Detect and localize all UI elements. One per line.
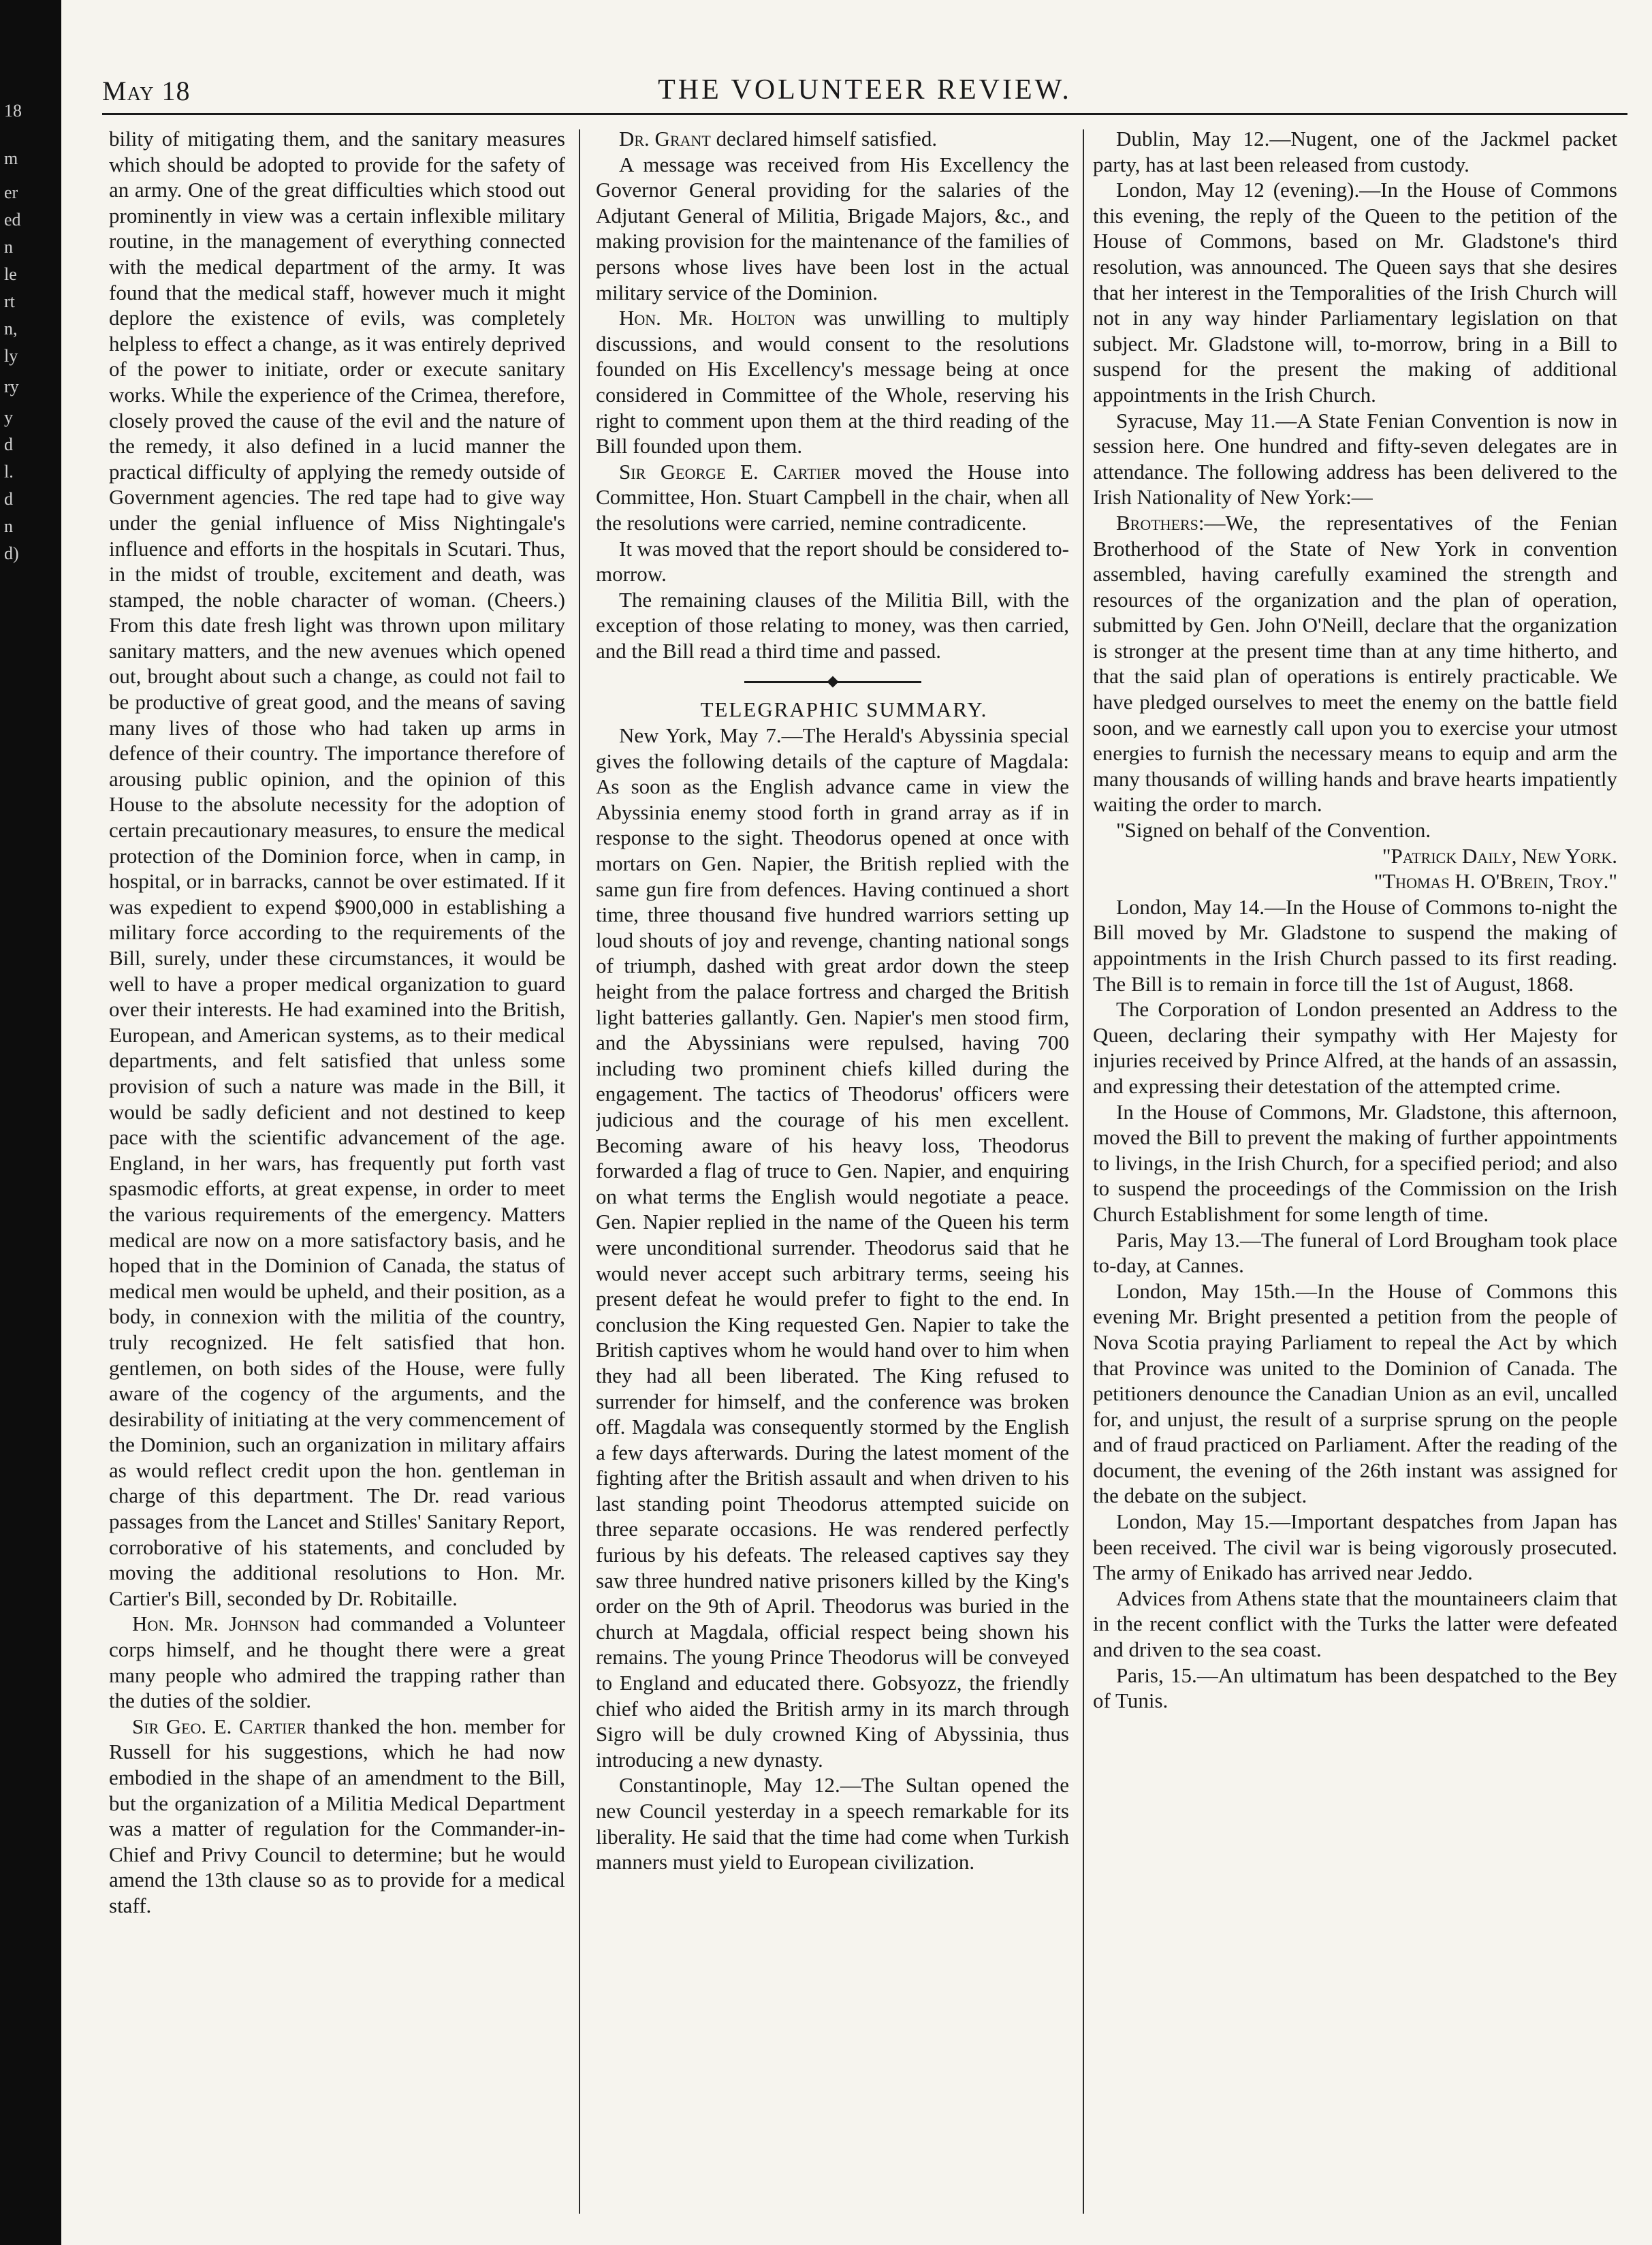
- margin-fragment: n: [4, 237, 13, 257]
- paragraph: Paris, 15.—An ultimatum has been despatched to the Bey of Tunis.: [1093, 1663, 1617, 1713]
- column-rule: [1083, 129, 1084, 2214]
- column-rule: [579, 129, 580, 2214]
- margin-fragment: n: [4, 516, 13, 536]
- paragraph: Paris, May 13.—The funeral of Lord Brougham took place to-day, at Cannes.: [1093, 1227, 1617, 1278]
- article-column-1: [109, 126, 565, 2217]
- paragraph: "Signed on behalf of the Convention.: [1116, 818, 1431, 843]
- header-date: May 18: [102, 76, 191, 106]
- margin-fragment: y: [4, 407, 13, 427]
- paragraph-text: had commanded a Volunteer corps himself, and he thought there were a great many people who admired the trapping rather than the duties of the soldier.: [109, 1612, 565, 1713]
- margin-fragment: ly: [4, 346, 18, 366]
- margin-fragment: d: [4, 489, 13, 509]
- paragraph: [596, 126, 1069, 152]
- margin-fragment: ry: [4, 377, 19, 396]
- speaker-name: Dr. Grant: [619, 127, 711, 151]
- section-separator: [744, 681, 921, 683]
- margin-fragment: n,: [4, 319, 18, 339]
- paragraph: Dublin, May 12.—Nugent, one of the Jackmel packet party, has at last been released from custody.: [1093, 127, 1617, 176]
- paragraph: [1093, 510, 1617, 817]
- paragraph-text: :—We, the representatives of the Fenian Brotherhood of the State of New York in convention assembled, having carefully examined the strength and resources of the organization and the plan of operation, submitted by Gen. John O'Neill, declare that the organization is stronger at the present time than at any time hitherto, and that the said plan of operations is entirely practicable. We have pledged ourselves to meet the enemy on the battle field soon, and we earnestly call upon you to exercise your utmost energies to furnish the necessary means to equip and arm the many thousands of willing hands and brave hearts impatiently waiting the order to march.: [1093, 510, 1617, 817]
- margin-fragment: d): [4, 544, 19, 563]
- article-column-2: [596, 126, 1069, 2217]
- page-header: [102, 65, 1627, 115]
- paragraph: The remaining clauses of the Militia Bill, with the exception of those relating to money, was then carried, and the Bill read a third time and passed.: [596, 587, 1069, 663]
- paragraph: London, May 14.—In the House of Commons to-night the Bill moved by Mr. Gladstone to suspend the making of appointments in the Irish Church passed to its first reading. The Bill is to remain in force till the 1st of August, 1868.: [1093, 894, 1617, 996]
- speaker-name: Sir George E. Cartier: [619, 459, 841, 484]
- article-column-3: [1093, 126, 1617, 2217]
- margin-fragment: m: [4, 148, 18, 168]
- margin-fragment: le: [4, 264, 17, 284]
- paragraph: In the House of Commons, Mr. Gladstone, this afternoon, moved the Bill to prevent the making of further appointments to livings, in the Irish Church, for a specified period; and also to suspend the proceedings of the Commission on the Irish Church Establishment for some length of time.: [1093, 1099, 1617, 1226]
- paragraph: London, May 15th.—In the House of Commons this evening Mr. Bright presented a petition from the people of Nova Scotia praying Parliament to repeal the Act by which that Province was united to the Dominion of Canada. The petitioners denounce the Canadian Union as an evil, uncalled for, and unjust, the result of a surprise sprung on the people and of fraud practiced on Parliament. After the reading of the document, the evening of the 26th instant was assigned for the debate on the subject.: [1093, 1278, 1617, 1508]
- margin-fragment: er: [4, 183, 18, 202]
- signature-line: "Thomas H. O'Brein, Troy.": [1373, 869, 1617, 894]
- speaker-name: Hon. Mr. Holton: [619, 306, 796, 330]
- paragraph-text: was unwilling to multiply discussions, and would consent to the resolutions founded on His Excellency's message being at once considered in Committee of the Whole, reserving his right to comment upon them at the third reading of the Bill founded upon them.: [596, 306, 1069, 458]
- paragraph: London, May 12 (evening).—In the House of Commons this evening, the reply of the Queen to the petition of the House of Commons, based on Mr. Gladstone's third resolution, was announced. The Queen says that she desires that her interest in the Temporalities of the Irish Church will not in any way hinder Parliamentary legislation on that subject. Mr. Gladstone will, to-morrow, bring in a Bill to suspend for the present the making of additional appointments in the Irish Church.: [1093, 178, 1617, 407]
- margin-fragment: 18: [4, 101, 22, 121]
- paragraph: bility of mitigating them, and the sanitary measures which should be adopted to provide for the safety of an army. One of the great difficulties which stood out prominently in view was a certain inflexible military routine, in the management of everything connected with the medical department of the army. It was found that the medical staff, however much it might deplore the existence of evils, was completely helpless to effect a change, as it was entirely deprived of the power to initiate, order or execute sanitary works. While the experience of the Crimea, therefore, closely proved the cause of the evil and the nature of the remedy, it also defined in a lucid manner the practical difficulty of applying the remedy outside of Government agencies. The red tape had to give way under the genial influence of Miss Nightingale's influence and efforts in the hospitals in Scutari. Thus, in the midst of trouble, excitement and death, was stamped, the noble character of woman. (Cheers.) From this date fresh light was thrown upon military sanitary matters, and the new avenues which opened out, brought about such a change, as could not fail to be productive of great good, and the means of saving many lives of those who had taken up arms in defence of their country. The importance therefore of arousing public opinion, and the opinion of this House to the absolute necessity for the adoption of certain precautionary measures, to ensure the medical protection of the Dominion force, when in camp, in hospital, or in barracks, cannot be over estimated. If it was expedient to expend $900,000 in establishing a military force according to the requirements of the Bill, surely, under these circumstances, it would be well to have a proper medical organization to guard over their interests. He had examined into the British, European, and American systems, as to their medical departments, and felt satisfied that unless some provision of such a nature was made in the Bill, it would be sadly deficient and not destined to keep pace with the scientific advancement of the age. England, in her wars, has frequently put forth vast spasmodic efforts, at great expense, in order to meet the various requirements of the emergency. Matters medical are now on a more satisfactory basis, and he hoped that in the Dominion of Canada, the status of medical men would be upheld, and their position, as a body, in connexion with the militia of the country, truly recognized. He felt satisfied that hon. gentlemen, on both sides of the House, were fully aware of the cogency of the arguments, and the desirability of initiating at the very commencement of the Dominion, such an organization in military affairs as would reflect credit upon the hon. gentleman in charge of this department. The Dr. read various passages from the Lancet and Stilles' Sanitary Report, corroborative of his statements, and concluded by moving the additional resolutions to Hon. Mr. Cartier's Bill, seconded by Dr. Robitaille.: [109, 127, 565, 1610]
- speaker-name: Hon. Mr. Johnson: [132, 1612, 300, 1636]
- margin-fragment: d: [4, 435, 13, 454]
- paragraph: The Corporation of London presented an Address to the Queen, declaring their sympathy with Her Majesty for injuries received by Prince Alfred, at the hands of an assassin, and expressing their detestation of the attempted crime.: [1093, 997, 1617, 1098]
- paragraph: Syracuse, May 11.—A State Fenian Convention is now in session here. One hundred and fifty-seven delegates are in attendance. The following address has been delivered to the Irish Nationality of New York:—: [1093, 408, 1617, 509]
- section-title: TELEGRAPHIC SUMMARY.: [700, 697, 988, 722]
- paragraph: It was moved that the report should be considered to-morrow.: [596, 536, 1069, 586]
- address-salutation: Brothers: [1116, 510, 1198, 535]
- paragraph-text: thanked the hon. member for Russell for his suggestions, which he had now embodied in the shape of an amendment to the Bill, but the organization of a Militia Medical Department was a matter of regulation for the Commander-in-Chief and Privy Council to determine; but he would amend the 13th clause so as to provide for a medical staff.: [109, 1714, 565, 1917]
- publication-title: THE VOLUNTEER REVIEW.: [658, 74, 1072, 106]
- paragraph-text: declared himself satisfied.: [710, 127, 938, 151]
- margin-fragment: ed: [4, 210, 21, 230]
- paragraph-text: moved the House into Committee, Hon. Stuart Campbell in the chair, when all the resolutions were carried, nemine contradicente.: [596, 459, 1069, 535]
- margin-fragment: rt: [4, 292, 15, 311]
- paragraph: New York, May 7.—The Herald's Abyssinia special gives the following details of the capture of Magdala: As soon as the English advance came in view the Abyssinia enemy stood forth in grand array as if in response to the sight. Theodorus opened at once with mortars on Gen. Napier, the British replied with the same gun fire from defences. Having continued a short time, three thousand five hundred warriors setting up loud shouts of joy and revenge, chanting national songs of triumph, dashed with great ardor down the steep height from the palace fortress and charged the British light batteries gallantly. Gen. Napier's men stood firm, and the Abyssinians were repulsed, having 700 including two prominent chiefs killed during the engagement. The tactics of Theodorus' officers were judicious and the courage of his men excellent. Becoming aware of his heavy loss, Theodorus forwarded a flag of truce to Gen. Napier, and enquiring on what terms the English would negotiate a peace. Gen. Napier replied in the name of the Queen his term were unconditional surrender. Theodorus said that he would never accept such arbitrary terms, seeing his present defeat he would prefer to fight to the end. In conclusion the King requested Gen. Napier to take the British captives whom he would hand over to him when they had all been liberated. The King refused to surrender for himself, and the conference was broken off. Magdala was consequently stormed by the English a few days afterwards. During the latest moment of the fighting after the British assault and when driven to his last standing point Theodorus attempted suicide on three separate occasions. He was rendered perfectly furious by his defeats. The released captives say they saw three hundred native prisoners killed by the King's order on the 9th of April. Theodorus was buried in the church at Magdala, official respect being shown his remains. The young Prince Theodorus will be conveyed to England and educated there. Gobsyozz, the friendly chief who aided the British army in its march through Sigro will be duly crowned King of Abyssinia, thus introducing a new dynasty.: [596, 723, 1069, 1772]
- margin-fragment: l.: [4, 462, 14, 482]
- paragraph: [109, 1611, 565, 1713]
- paragraph: Constantinople, May 12.—The Sultan opened the new Council yesterday in a speech remarkable for its liberality. He said that the time had come when Turkish manners must yield to European civilization.: [596, 1773, 1069, 1874]
- paragraph: [596, 305, 1069, 459]
- paragraph: [596, 459, 1069, 536]
- signature-line: "Patrick Daily, New York.: [1382, 843, 1617, 868]
- paragraph: Advices from Athens state that the mountaineers claim that in the recent conflict with the Turks the latter were defeated and driven to the sea coast.: [1093, 1586, 1617, 1662]
- paragraph: London, May 15.—Important despatches from Japan has been received. The civil war is being vigorously prosecuted. The army of Enikado has arrived near Jeddo.: [1093, 1509, 1617, 1585]
- paragraph: A message was received from His Excellency the Governor General providing for the salaries of the Adjutant General of Militia, Brigade Majors, &c., and making provision for the maintenance of the families of persons whose lives have been lost in the actual military service of the Dominion.: [596, 152, 1069, 304]
- speaker-name: Sir Geo. E. Cartier: [132, 1714, 306, 1738]
- paragraph: [109, 1714, 565, 1919]
